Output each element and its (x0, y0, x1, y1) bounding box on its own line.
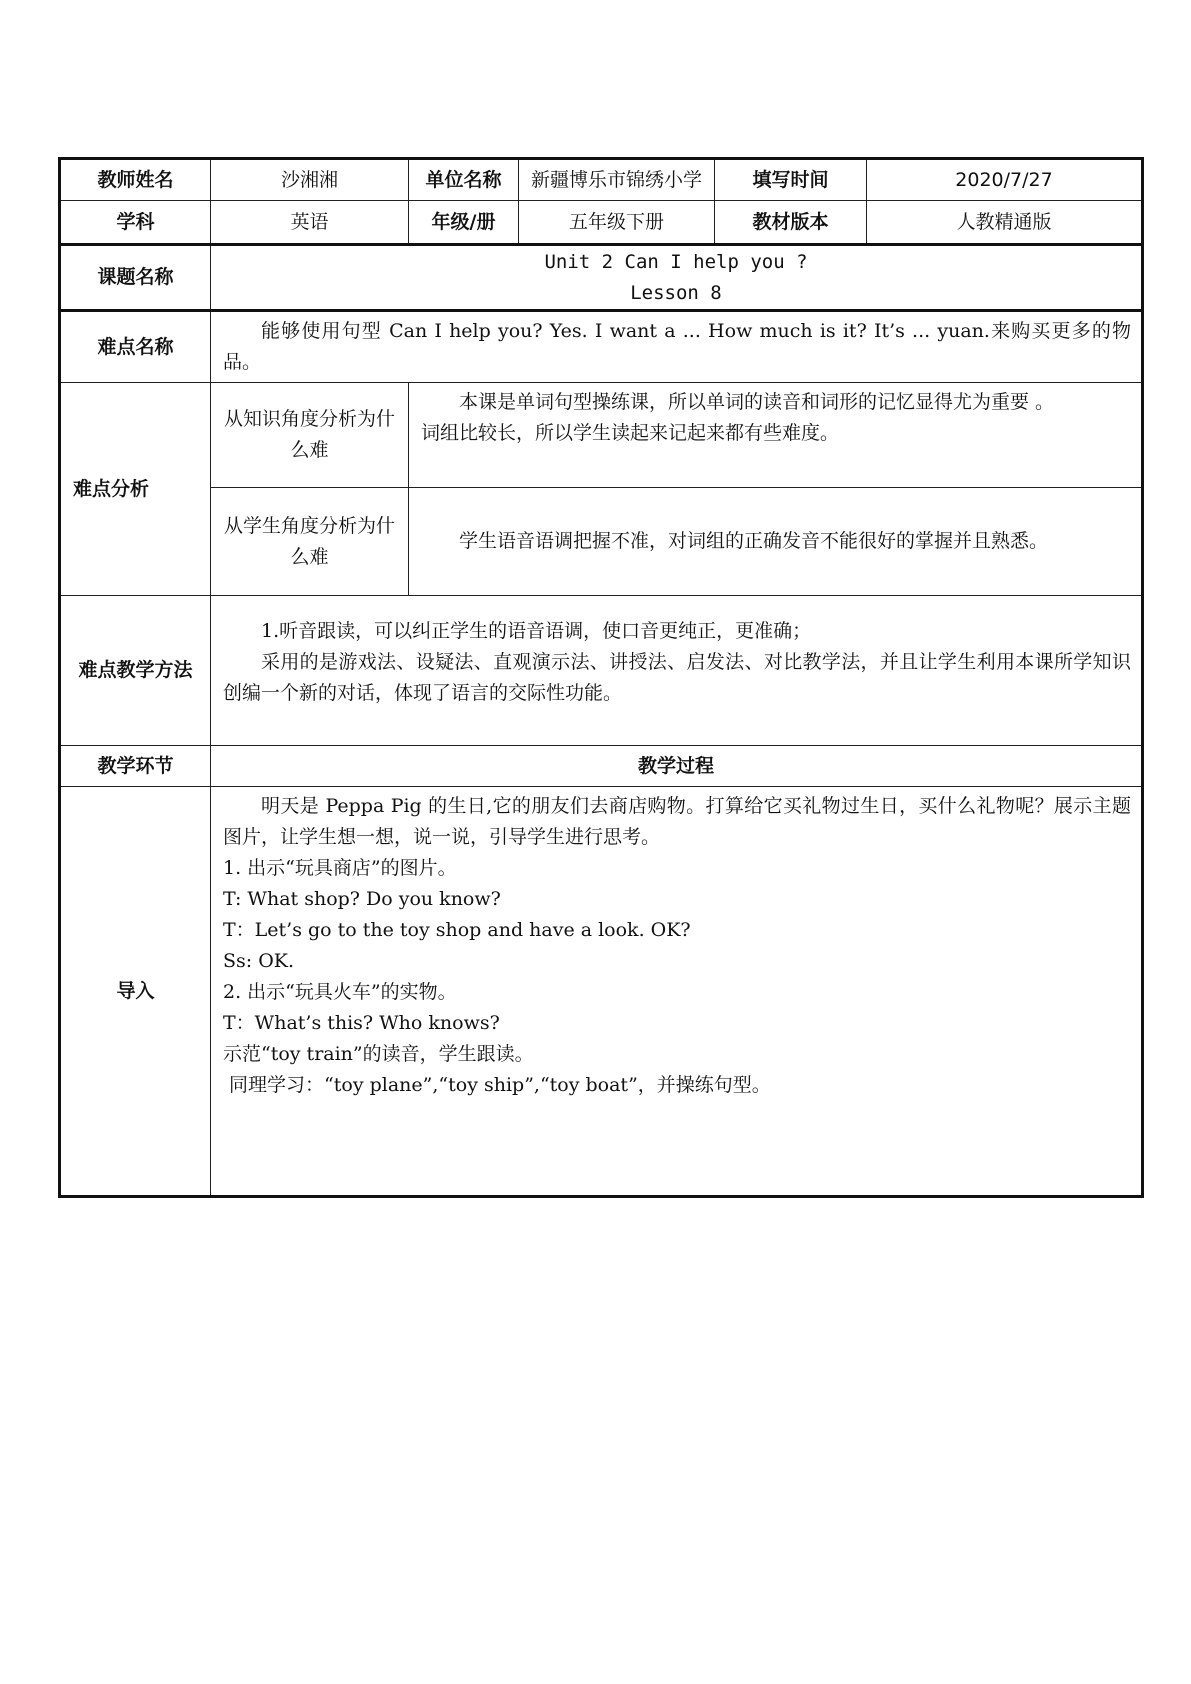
lesson-plan-table (58, 157, 1144, 1198)
stage-name: 导入 (60, 787, 211, 1197)
topic-lesson: Lesson 8 (630, 281, 722, 304)
unit-label: 单位名称 (409, 159, 519, 201)
topic-label: 课题名称 (60, 245, 211, 311)
knowledge-label: 从知识角度分析为什么难 (211, 383, 409, 488)
process-header-row (60, 746, 1143, 787)
unit-value: 新疆博乐市锦绣小学 (519, 159, 715, 201)
method-row (60, 596, 1143, 746)
method-label: 难点教学方法 (60, 596, 211, 746)
edition-value: 人教精通版 (867, 201, 1143, 245)
student-label: 从学生角度分析为什么难 (211, 488, 409, 596)
difficulty-text-cell (211, 311, 1143, 383)
lesson-plan-document (58, 157, 1141, 1198)
stage-header: 教学环节 (60, 746, 211, 787)
process-line: T：What’s this? Who knows? (223, 1012, 500, 1034)
method-line-1: 1.听音跟读，可以纠正学生的语音语调，使口音更纯正，更准确； (261, 620, 812, 642)
process-line: Ss: OK. (223, 950, 295, 972)
analysis-label: 难点分析 (60, 383, 211, 596)
grade-value: 五年级下册 (519, 201, 715, 245)
header-row-1 (60, 159, 1143, 201)
process-line: T：Let’s go to the toy shop and have a look. OK? (223, 919, 691, 941)
topic-unit-title: Unit 2 Can I help you ? (544, 250, 808, 273)
teacher-label: 教师姓名 (60, 159, 211, 201)
date-label: 填写时间 (715, 159, 867, 201)
analysis-row-knowledge (60, 383, 1143, 488)
student-text: 学生语音语调把握不准，对词组的正确发音不能很好的掌握并且熟悉。 (459, 530, 1049, 552)
method-text-cell (211, 596, 1143, 746)
edition-label: 教材版本 (715, 201, 867, 245)
student-text-cell (409, 488, 1143, 596)
process-line: 同理学习：“toy plane”,“toy ship”,“toy boat”，并操练句型。 (223, 1074, 771, 1096)
process-line-intro: 明天是 Peppa Pig 的生日,它的朋友们去商店购物。打算给它买礼物过生日，买什么礼物呢？展示主题图片，让学生想一想，说一说，引导学生进行思考。 (223, 795, 1131, 848)
topic-value (211, 245, 1143, 311)
process-header: 教学过程 (211, 746, 1143, 787)
knowledge-text-cell (409, 383, 1143, 488)
subject-label: 学科 (60, 201, 211, 245)
subject-value: 英语 (211, 201, 409, 245)
analysis-row-student (60, 488, 1143, 596)
knowledge-text-1: 本课是单词句型操练课，所以单词的读音和词形的记忆显得尤为重要 。 (459, 391, 1055, 413)
process-line: 2. 出示“玩具火车”的实物。 (223, 981, 457, 1003)
difficulty-row (60, 311, 1143, 383)
process-text-cell (211, 787, 1143, 1197)
topic-row (60, 245, 1143, 311)
header-row-2 (60, 201, 1143, 245)
process-line: T: What shop? Do you know? (223, 888, 501, 910)
process-line: 1. 出示“玩具商店”的图片。 (223, 857, 457, 879)
difficulty-label: 难点名称 (60, 311, 211, 383)
difficulty-text: 能够使用句型 Can I help you? Yes. I want a ... How much is it? It’s ... yuan.来购买更多的物品。 (223, 320, 1131, 373)
date-value: 2020/7/27 (867, 159, 1143, 201)
grade-label: 年级/册 (409, 201, 519, 245)
process-line: 示范“toy train”的读音，学生跟读。 (223, 1043, 534, 1065)
method-line-2: 采用的是游戏法、设疑法、直观演示法、讲授法、启发法、对比教学法，并且让学生利用本课所学知识创编一个新的对话，体现了语言的交际性功能。 (223, 651, 1131, 704)
process-body-row (60, 787, 1143, 1197)
knowledge-text-2: 词组比较长，所以学生读起来记起来都有些难度。 (421, 422, 840, 444)
teacher-value: 沙湘湘 (211, 159, 409, 201)
